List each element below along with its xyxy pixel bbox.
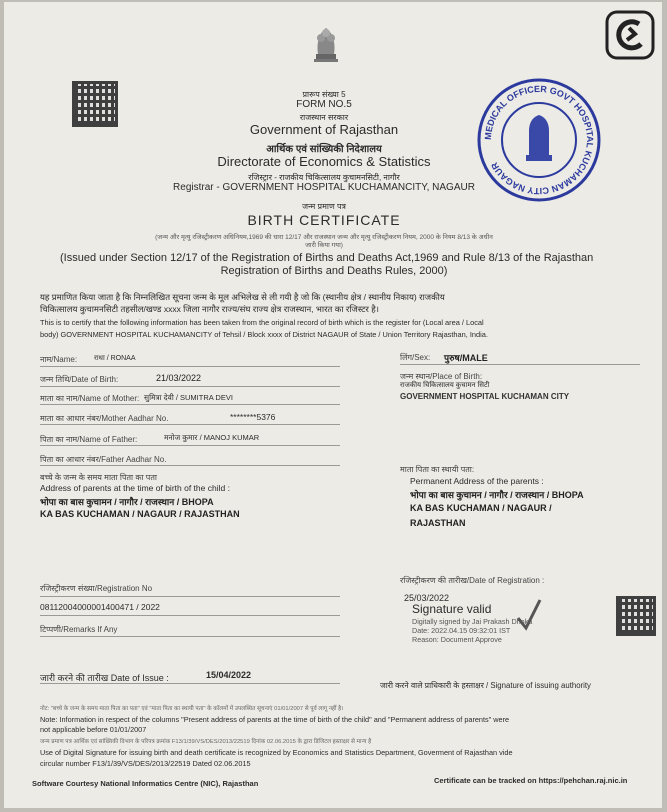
father-label: पिता का नाम/Name of Father: bbox=[40, 435, 138, 444]
dept-title: Directorate of Economics & Statistics bbox=[217, 154, 431, 169]
check-mark-icon bbox=[516, 598, 542, 632]
mother-aadhar-label: माता का आधार नंबर/Mother Aadhar No. bbox=[40, 414, 169, 423]
issue-value: 15/04/2022 bbox=[206, 670, 252, 680]
address-birth-hindi: बच्चे के जन्म के समय माता पिता का पता bbox=[40, 473, 157, 482]
track-link[interactable]: Certificate can be tracked on https://pehchan.raj.nic.in bbox=[434, 776, 628, 785]
issued-under-hindi: (जन्म और मृत्यु रजिस्ट्रीकरण अधिनियम,1969 की धारा 12/17 और राजस्थान जन्म और मृत्यु रजिस्ट्रीकरण नियम, 2000 के नियम 8/13 के अधीन जारी किया गया) bbox=[155, 234, 493, 249]
state-emblem-icon bbox=[306, 20, 346, 68]
reg-date-label: रजिस्ट्रीकरण की तारीख/Date of Registration : bbox=[400, 576, 545, 585]
reg-no-value: 08112004000001400471 / 2022 bbox=[40, 602, 160, 612]
dob-value: 21/03/2022 bbox=[156, 373, 202, 383]
signature-line3: Reason: Document Approve bbox=[412, 635, 502, 644]
perm-address-line3: RAJASTHAN bbox=[410, 518, 466, 528]
signature-authority: जारी करने वाले प्राधिकारी के हस्ताक्षर / Signature of issuing authority bbox=[380, 681, 591, 690]
certify-en-1: This is to certify that the following information has been taken from the original record of birth which is the register for (Local area / Local bbox=[40, 318, 484, 327]
registrar-hindi: रजिस्ट्रार - राजकीय चिकित्सालय कुचामनसिटी, नागौर bbox=[248, 173, 400, 182]
perm-address-line2: KA BAS KUCHAMAN / NAGAUR / bbox=[410, 503, 552, 513]
reg-date-value: 25/03/2022 bbox=[404, 593, 450, 603]
father-value: मनोज कुमार / MANOJ KUMAR bbox=[164, 433, 260, 442]
signature-valid: Signature valid bbox=[412, 602, 492, 616]
registrar: Registrar - GOVERNMENT HOSPITAL KUCHAMANCITY, NAGAUR bbox=[173, 182, 475, 193]
title-hindi: जन्म प्रमाण पत्र bbox=[302, 202, 346, 211]
qr-code-top bbox=[72, 81, 118, 127]
note-line1: Note: Information in respect of the columns "Present address of parents at the time of birth of the child" and "Permanent address of parents" were bbox=[40, 715, 510, 724]
perm-address-line1: भोपा का बास कुचामन / नागौर / राजस्थान / BHOPA bbox=[410, 490, 584, 500]
perm-address-hindi: माता पिता का स्थायी पता: bbox=[400, 465, 475, 474]
reg-no-label: रजिस्ट्रीकरण संख्या/Registration No bbox=[40, 584, 153, 593]
qr-code-bottom bbox=[616, 596, 656, 636]
certificate-sheet bbox=[4, 2, 662, 808]
rajasthan-logo-icon bbox=[605, 10, 655, 60]
issued-under-line1: (Issued under Section 12/17 of the Registration of Births and Deaths Act,1969 and Rule 8/13 of the Rajasthan bbox=[60, 252, 594, 264]
note-line2: not applicable before 01/01/2007 bbox=[40, 725, 147, 734]
certificate-title: BIRTH CERTIFICATE bbox=[247, 212, 401, 228]
mother-label: माता का नाम/Name of Mother: bbox=[40, 394, 140, 403]
medical-officer-seal-icon bbox=[476, 77, 602, 203]
software-courtesy: Software Courtesy National Informatics Centre (NIC), Rajasthan bbox=[32, 779, 259, 788]
certify-en-2: body) GOVERNMENT HOSPITAL KUCHAMANCITY of Tehsil / Block xxxx of District NAGAUR of State / Union Territory Rajasthan, India. bbox=[40, 330, 488, 339]
digital-sig-hindi: जन्म प्रमाण पत्र आर्थिक एवं सांख्यिकी विभाग के परिपत्र क्रमांक F13/1/39/VS/DES/2013/22519 दिनांक 02.06.2015 के द्वारा डिजिटल हस्ताक्षर से मान्य है bbox=[40, 739, 372, 745]
sex-label: लिंग/Sex: bbox=[400, 353, 431, 362]
address-birth-label: Address of parents at the time of birth of the child : bbox=[40, 483, 230, 493]
form-no-hindi: प्रारूप संख्या 5 bbox=[302, 90, 346, 99]
issued-under-line2: Registration of Births and Deaths Rules, 2000) bbox=[220, 265, 448, 277]
address-birth-line1: भोपा का बास कुचामन / नागौर / राजस्थान / BHOPA bbox=[40, 497, 214, 507]
remarks-label: टिप्पणी/Remarks If Any bbox=[40, 625, 118, 634]
digital-sig-line2: circular number F13/1/39/VS/DES/2013/22519 Dated 02.06.2015 bbox=[40, 759, 251, 768]
father-aadhar-label: पिता का आधार नंबर/Father Aadhar No. bbox=[40, 455, 167, 464]
certify-hindi-2: चिकित्सालय कुचामनसिटी तहसील/खण्ड xxxx जिला नागौर राज्य/संघ राज्य क्षेत्र राजस्थान, भारत का रजिस्टर है। bbox=[40, 304, 379, 314]
sex-value: पुरुष/MALE bbox=[444, 353, 488, 363]
name-value: राधा / RONAA bbox=[94, 355, 136, 362]
signature-line2: Date: 2022.04.15 09:32:01 IST bbox=[412, 626, 511, 635]
govt-title: Government of Rajasthan bbox=[249, 122, 399, 137]
issue-label: जारी करने की तारीख Date of Issue : bbox=[40, 673, 169, 683]
note-hindi: नोट: "बच्चे के जन्म के समय माता पिता का पता" एवं "माता पिता का स्थायी पता" के कॉलमों में उपलब्धित सूचनाएं 01/01/2007 से पूर्व लागू नहीं है। bbox=[40, 706, 344, 712]
address-birth-line2: KA BAS KUCHAMAN / NAGAUR / RAJASTHAN bbox=[40, 509, 240, 519]
pob-hindi: राजकीय चिकित्सालय कुचामन सिटी bbox=[400, 382, 490, 389]
mother-aadhar-value: ********5376 bbox=[230, 412, 276, 422]
pob-label: जन्म स्थान/Place of Birth: bbox=[400, 372, 483, 381]
dept-hindi: आर्थिक एवं सांख्यिकी निदेशालय bbox=[266, 144, 382, 155]
svg-text:MEDICAL OFFICER GOVT HOSPITAL: MEDICAL OFFICER GOVT HOSPITAL KUCHAMAN CITY NAGAUR bbox=[482, 83, 596, 197]
pob-value: GOVERNMENT HOSPITAL KUCHAMAN CITY bbox=[400, 392, 570, 401]
dob-label: जन्म तिथि/Date of Birth: bbox=[40, 375, 119, 384]
mother-value: सुमित्रा देवी / SUMITRA DEVI bbox=[144, 393, 233, 402]
certify-hindi-1: यह प्रमाणित किया जाता है कि निम्नलिखित सूचना जन्म के मूल अभिलेख से ली गयी है जो कि (स्थानीय क्षेत्र / स्थानीय निकाय) राजकीय bbox=[40, 292, 445, 302]
perm-address-label: Permanent Address of the parents : bbox=[410, 476, 544, 486]
name-label: नाम/Name: bbox=[40, 355, 78, 364]
govt-hindi: राजस्थान सरकार bbox=[299, 113, 349, 122]
digital-sig-line1: Use of Digital Signature for issuing birth and death certificate is recognized by Economics and Statistics Department, Goverment of Rajasthan vide bbox=[40, 748, 513, 757]
signature-line1: Digitally signed by Jai Prakash Dhoka bbox=[412, 617, 533, 626]
form-no: FORM NO.5 bbox=[296, 99, 352, 110]
